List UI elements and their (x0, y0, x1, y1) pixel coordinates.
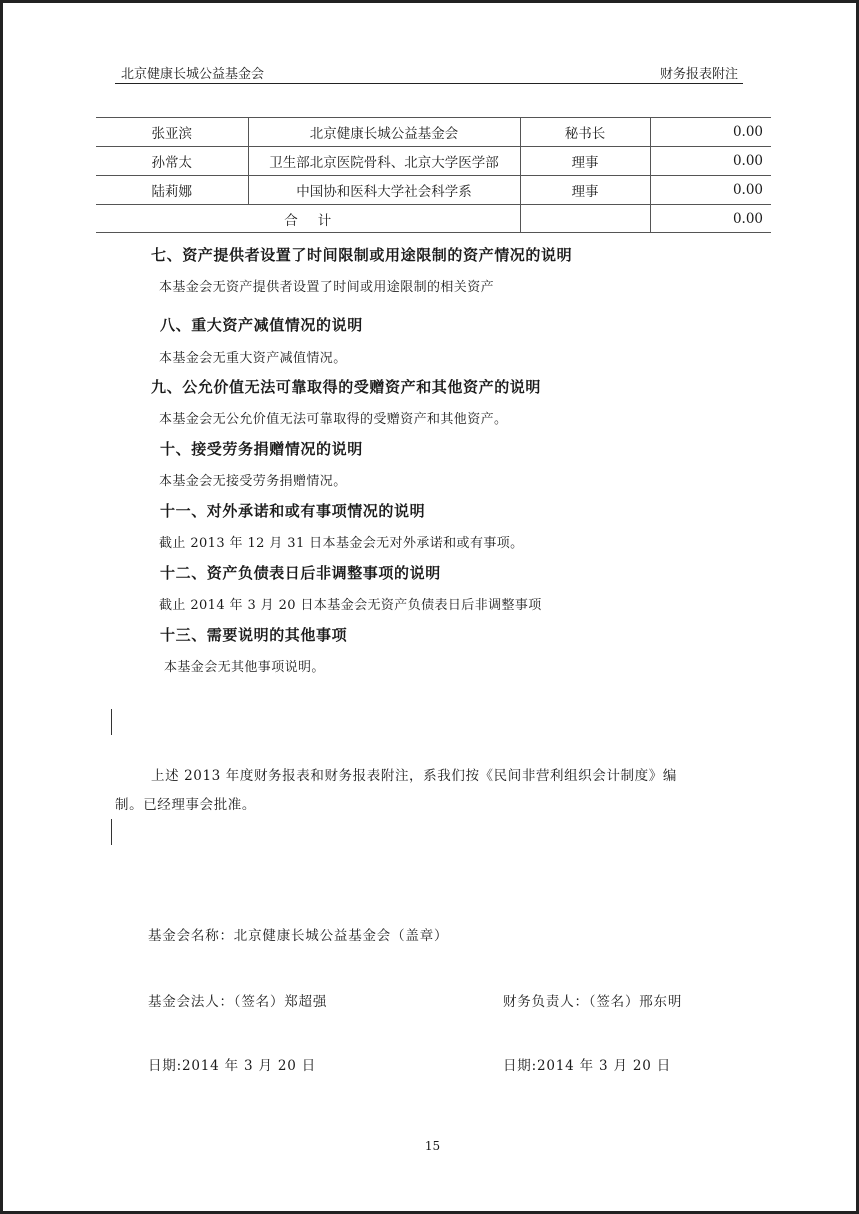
section-13-body: 本基金会无其他事项说明。 (164, 660, 325, 675)
date-right: 日期:2014 年 3 月 20 日 (503, 1058, 672, 1074)
section-8-title: 八、重大资产减值情况的说明 (160, 316, 363, 334)
cell-title: 理事 (520, 176, 650, 205)
section-11-body: 截止 2013 年 12 月 31 日本基金会无对外承诺和或有事项。 (159, 536, 524, 551)
section-7-title: 七、资产提供者设置了时间限制或用途限制的资产情况的说明 (151, 246, 573, 264)
date-left: 日期:2014 年 3 月 20 日 (148, 1058, 317, 1074)
cell-amount: 0.00 (650, 118, 771, 147)
related-party-table (96, 117, 771, 233)
table-row (96, 176, 771, 205)
section-11-title: 十一、对外承诺和或有事项情况的说明 (160, 502, 426, 520)
total-label-cell (96, 205, 520, 233)
statement-line-2: 制。已经理事会批准。 (115, 797, 256, 813)
total-label: 合计 (284, 212, 352, 229)
section-9-title: 九、公允价值无法可靠取得的受赠资产和其他资产的说明 (151, 378, 542, 396)
total-empty-cell (520, 205, 650, 233)
cell-org: 卫生部北京医院骨科、北京大学医学部 (248, 147, 520, 176)
cell-org: 中国协和医科大学社会科学系 (248, 176, 520, 205)
statement-line-1: 上述 2013 年度财务报表和财务报表附注，系我们按《民间非营利组织会计制度》编 (151, 768, 677, 784)
text-cursor-marker (111, 709, 112, 735)
page-number: 15 (424, 1139, 441, 1153)
finance-head-signature: 财务负责人：（签名）邢东明 (503, 994, 683, 1010)
section-9-body: 本基金会无公允价值无法可靠取得的受赠资产和其他资产。 (159, 412, 508, 427)
legal-rep-signature: 基金会法人：（签名）郑超强 (148, 994, 328, 1010)
section-13-title: 十三、需要说明的其他事项 (160, 626, 348, 644)
cell-name: 孙常太 (96, 147, 248, 176)
header-org-name: 北京健康长城公益基金会 (121, 67, 265, 82)
table-total-row (96, 205, 771, 233)
text-cursor-marker (111, 819, 112, 845)
foundation-name-line: 基金会名称：北京健康长城公益基金会（盖章） (148, 928, 449, 944)
section-12-body: 截止 2014 年 3 月 20 日本基金会无资产负债表日后非调整事项 (159, 598, 542, 613)
table-row (96, 118, 771, 147)
cell-title: 理事 (520, 147, 650, 176)
section-10-body: 本基金会无接受劳务捐赠情况。 (159, 474, 347, 489)
cell-name: 陆莉娜 (96, 176, 248, 205)
header-doc-type: 财务报表附注 (659, 67, 738, 82)
section-8-body: 本基金会无重大资产减值情况。 (159, 351, 347, 366)
header-rule (115, 83, 743, 84)
table-row (96, 147, 771, 176)
cell-name: 张亚滨 (96, 118, 248, 147)
cell-title: 秘书长 (520, 118, 650, 147)
cell-amount: 0.00 (650, 147, 771, 176)
section-10-title: 十、接受劳务捐赠情况的说明 (160, 440, 363, 458)
cell-org: 北京健康长城公益基金会 (248, 118, 520, 147)
section-12-title: 十二、资产负债表日后非调整事项的说明 (160, 564, 441, 582)
total-amount: 0.00 (650, 205, 771, 233)
cell-amount: 0.00 (650, 176, 771, 205)
section-7-body: 本基金会无资产提供者设置了时间或用途限制的相关资产 (159, 280, 495, 295)
